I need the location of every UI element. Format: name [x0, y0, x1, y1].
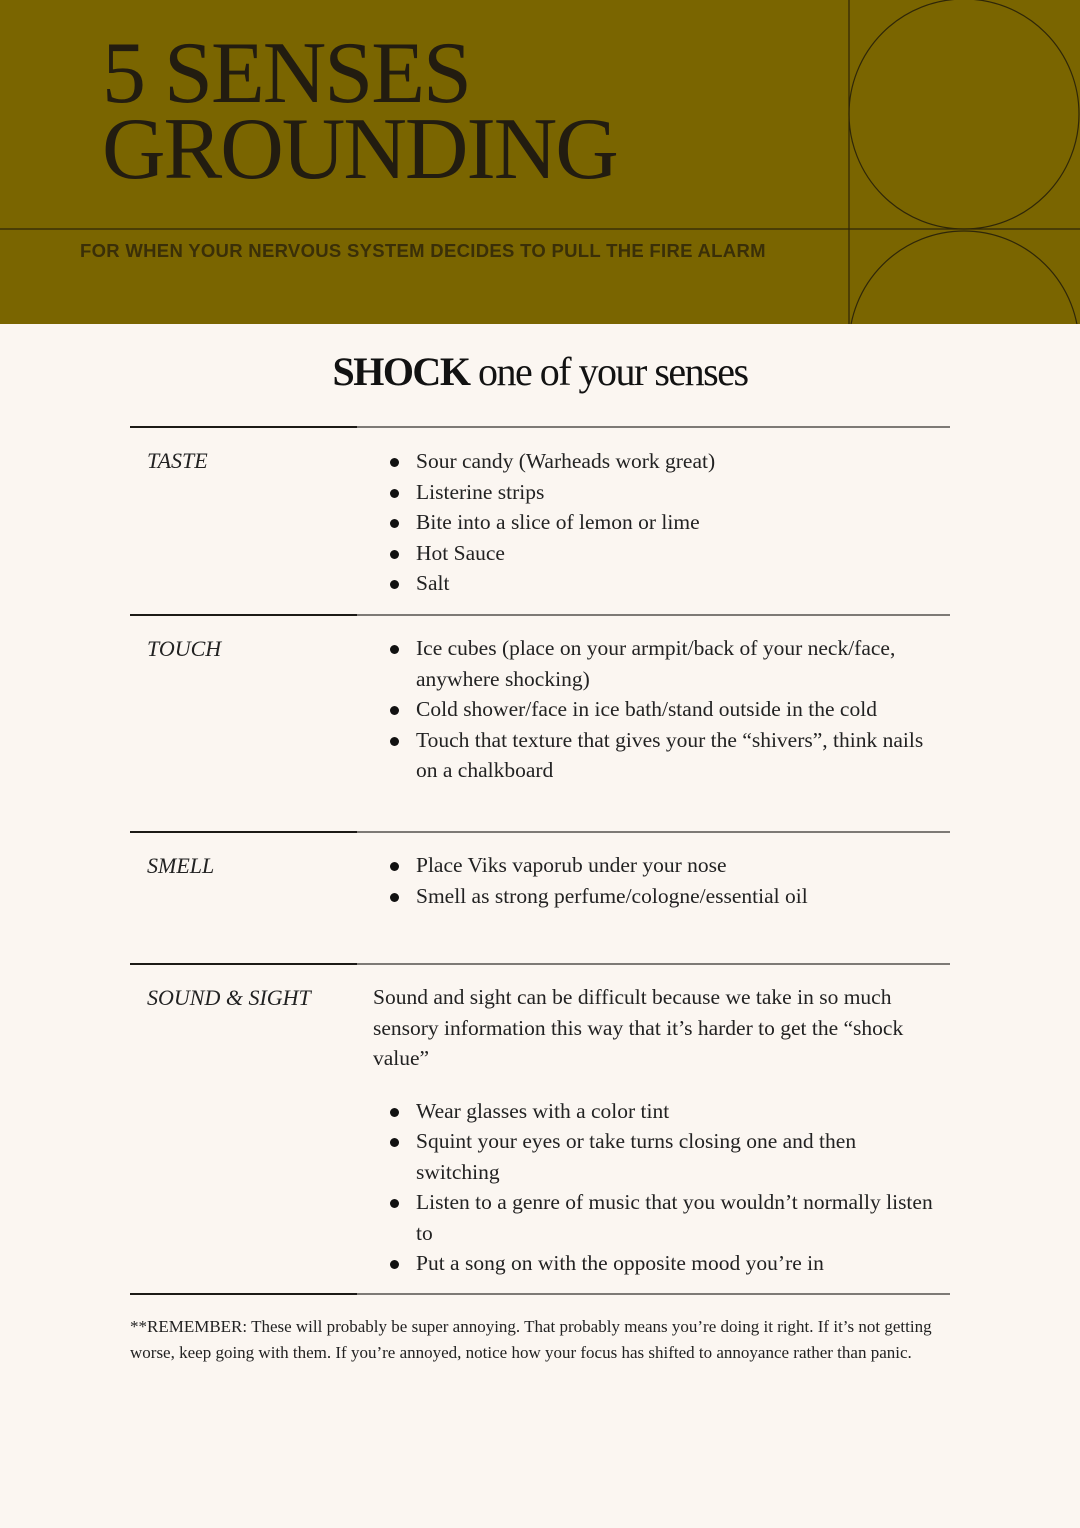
sense-label: SMELL — [147, 853, 215, 878]
sense-row-touch — [130, 616, 950, 831]
sense-content — [373, 982, 943, 1279]
list-item: Salt — [373, 568, 943, 599]
list-item: Listen to a genre of music that you wouldn’t normally listen to — [373, 1187, 943, 1248]
list-item: Cold shower/face in ice bath/stand outside in the cold — [373, 694, 943, 725]
sense-row-sound-sight — [130, 965, 950, 1293]
sense-label: TASTE — [147, 448, 208, 473]
title-line-2: GROUNDING — [102, 101, 617, 198]
section-title-bold: SHOCK — [332, 349, 470, 394]
sense-list — [373, 446, 943, 599]
list-item: Hot Sauce — [373, 538, 943, 569]
list-item: Wear glasses with a color tint — [373, 1096, 943, 1127]
title-line-1: 5 SENSES — [102, 25, 470, 122]
sense-label: SOUND & SIGHT — [147, 985, 311, 1010]
sense-content — [373, 633, 943, 786]
sense-content — [373, 850, 943, 911]
sense-row-taste — [130, 428, 950, 614]
sense-intro: Sound and sight can be difficult because we take in so much sensory information this way that it’s harder to get the “shock value” — [373, 985, 904, 1070]
section-title — [0, 348, 1080, 395]
row-divider — [130, 1293, 950, 1295]
decorative-circle-bottom — [849, 231, 1079, 324]
decorative-circle-top — [849, 0, 1079, 229]
section-title-rest: one of your senses — [469, 349, 748, 394]
list-item: Squint your eyes or take turns closing one and then switching — [373, 1126, 943, 1187]
list-item: Listerine strips — [373, 477, 943, 508]
list-item: Touch that texture that gives your the “shivers”, think nails on a chalkboard — [373, 725, 943, 786]
sense-content — [373, 446, 943, 599]
page-title — [102, 25, 617, 198]
sense-row-smell — [130, 833, 950, 963]
list-item: Smell as strong perfume/cologne/essential oil — [373, 881, 943, 912]
list-item: Sour candy (Warheads work great) — [373, 446, 943, 477]
list-item: Ice cubes (place on your armpit/back of your neck/face, anywhere shocking) — [373, 633, 943, 694]
header-banner — [0, 0, 1080, 324]
list-item: Place Viks vaporub under your nose — [373, 850, 943, 881]
footnote: **REMEMBER: These will probably be super annoying. That probably means you’re doing it right. If it’s not getting worse, keep going with them. If you’re annoyed, notice how your focus has shifted to annoyance rather than panic. — [130, 1317, 932, 1362]
list-item: Bite into a slice of lemon or lime — [373, 507, 943, 538]
sense-list — [373, 633, 943, 786]
sense-list — [373, 850, 943, 911]
sense-label: TOUCH — [147, 636, 222, 661]
list-item: Put a song on with the opposite mood you’re in — [373, 1248, 943, 1279]
page-subtitle: FOR WHEN YOUR NERVOUS SYSTEM DECIDES TO PULL THE FIRE ALARM — [80, 240, 766, 261]
senses-table — [130, 426, 950, 1295]
sense-list — [373, 1096, 943, 1279]
